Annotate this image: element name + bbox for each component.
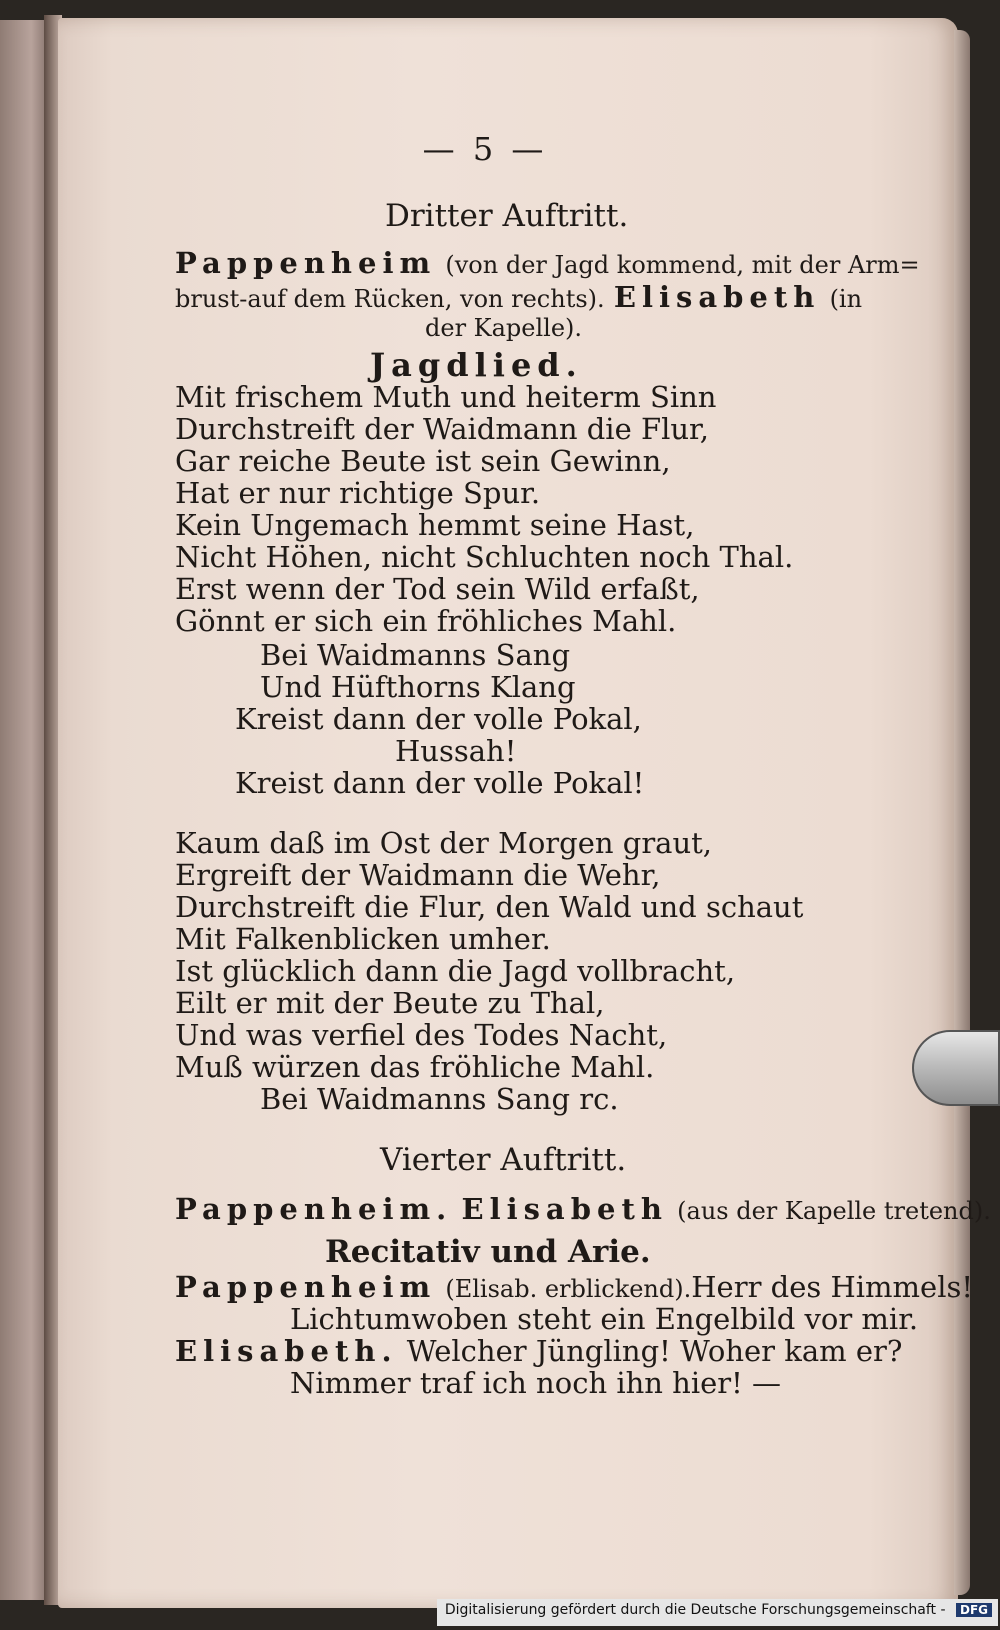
character-name: Pappenheim [175, 246, 437, 280]
refrain-line: Kreist dann der volle Pokal, [235, 702, 642, 736]
verse-line: Mit Falkenblicken umher. [175, 922, 551, 956]
verse-line: Ist glücklich dann die Jagd vollbracht, [175, 954, 736, 988]
verse-line: Kein Ungemach hemmt seine Hast, [175, 508, 695, 542]
stage-direction: (aus der Kapelle tretend). [677, 1197, 991, 1225]
verse-line: Durchstreift der Waidmann die Flur, [175, 412, 709, 446]
scene-heading: Vierter Auftritt. [380, 1142, 627, 1178]
verse-line: Und was verfiel des Todes Nacht, [175, 1018, 668, 1052]
verse-line: Eilt er mit der Beute zu Thal, [175, 986, 605, 1020]
section-title: Recitativ und Arie. [325, 1234, 651, 1270]
verse-line: Durchstreift die Flur, den Wald und schaut [175, 890, 804, 924]
page-stack-edge [954, 30, 970, 1595]
refrain-line: Bei Waidmanns Sang [260, 638, 571, 672]
digitization-credit [437, 1599, 998, 1626]
verse-line: Erst wenn der Tod sein Wild erfaßt, [175, 572, 700, 606]
dialogue-line: Nimmer traf ich noch ihn hier! — [290, 1366, 782, 1400]
verse-line: Mit frischem Muth und heiterm Sinn [175, 380, 717, 414]
dialogue-text: Herr des Himmels! [691, 1270, 974, 1304]
scene-heading: Dritter Auftritt. [385, 198, 629, 234]
character-name: Elisabeth [461, 1192, 668, 1226]
cast-list-line-3: der Kapelle). [425, 314, 583, 342]
dfg-logo: DFG [956, 1603, 992, 1617]
dialogue-text: Welcher Jüngling! Woher kam er? [406, 1334, 903, 1368]
cast-list-line-2 [175, 280, 862, 314]
cast-list-line [175, 1192, 991, 1226]
verse-line: Gönnt er sich ein fröhliches Mahl. [175, 604, 677, 638]
stage-direction: (von der Jagd kommend, mit der Arm= [445, 251, 920, 279]
stage-direction: brust-auf dem Rücken, von rechts). [175, 285, 605, 313]
page-clip [912, 1030, 1000, 1106]
verse-line: Nicht Höhen, nicht Schluchten noch Thal. [175, 540, 794, 574]
stage-direction: (Elisab. erblickend). [445, 1275, 692, 1303]
stage-direction: (in [829, 285, 863, 313]
dialogue-line [175, 1270, 973, 1304]
character-name: Elisabeth. [175, 1334, 398, 1368]
song-title: Jagdlied. [370, 346, 583, 384]
refrain-line: Und Hüfthorns Klang [260, 670, 576, 704]
dialogue-line [175, 1334, 902, 1368]
verse-line: Gar reiche Beute ist sein Gewinn, [175, 444, 671, 478]
verse-line: Muß würzen das fröhliche Mahl. [175, 1050, 655, 1084]
credit-text: Digitalisierung gefördert durch die Deutsche Forschungsgemeinschaft - [444, 1602, 946, 1618]
refrain-line: Bei Waidmanns Sang rc. [260, 1082, 619, 1116]
refrain-line: Hussah! [395, 734, 517, 768]
page-number: — 5 — [422, 130, 548, 168]
character-name: Elisabeth [613, 280, 821, 314]
cast-list-line-1 [175, 246, 920, 280]
verse-line: Ergreift der Waidmann die Wehr, [175, 858, 661, 892]
refrain-line: Kreist dann der volle Pokal! [235, 766, 645, 800]
verse-line: Kaum daß im Ost der Morgen graut, [175, 826, 713, 860]
verse-line: Hat er nur richtige Spur. [175, 476, 541, 510]
character-name: Pappenheim. [175, 1192, 453, 1226]
character-name: Pappenheim [175, 1270, 437, 1304]
dialogue-line: Lichtumwoben steht ein Engelbild vor mir. [290, 1302, 919, 1336]
